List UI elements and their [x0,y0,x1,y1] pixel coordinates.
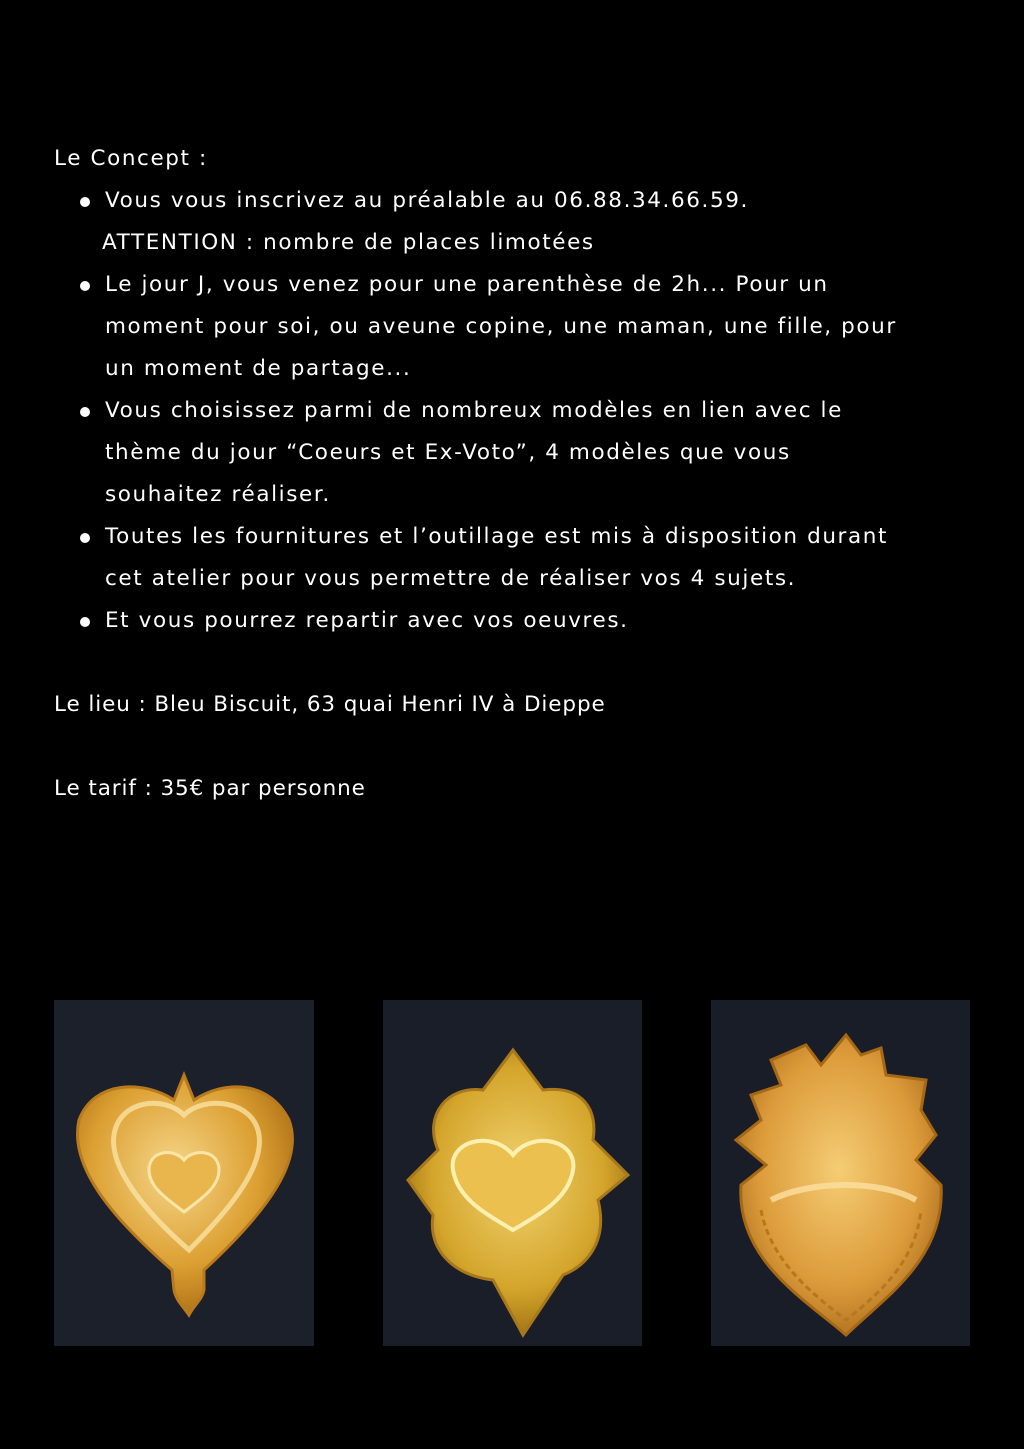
bullet-icon [80,407,90,417]
bullet-icon [80,281,90,291]
location-text: Le lieu : Bleu Biscuit, 63 quai Henri IV à Dieppe [54,692,606,717]
bullet-3-line-1: Vous choisissez parmi de nombreux modèles en lien avec le [105,398,843,423]
bullet-icon [80,197,90,207]
price-text: Le tarif : 35€ par personne [54,776,366,801]
bullet-5-line-1: Et vous pourrez repartir avec vos oeuvres. [105,608,629,633]
bullet-4-line-1: Toutes les fournitures et l’outillage est mis à disposition durant [105,524,889,549]
photo-heart-2 [383,1000,642,1346]
concept-heading: Le Concept : [54,146,208,171]
bullet-2-line-3: un moment de partage... [105,356,412,381]
scalloped-heart-image [54,1000,314,1346]
bullet-icon [80,617,90,627]
photo-heart-3 [711,1000,970,1346]
bullet-icon [80,533,90,543]
bullet-1-line-1: Vous vous inscrivez au préalable au 06.88.34.66.59. [105,188,749,213]
flaming-heart-image [711,1000,970,1346]
bullet-3-line-3: souhaitez réaliser. [105,482,331,507]
bullet-4-line-2: cet atelier pour vous permettre de réaliser vos 4 sujets. [105,566,797,591]
photo-heart-1 [54,1000,314,1346]
attention-note: ATTENTION : nombre de places limotées [102,230,595,255]
bullet-3-line-2: thème du jour “Coeurs et Ex-Voto”, 4 modèles que vous [105,440,791,465]
bullet-2-line-1: Le jour J, vous venez pour une parenthèse de 2h... Pour un [105,272,829,297]
flower-heart-image [383,1000,642,1346]
bullet-2-line-2: moment pour soi, ou aveune copine, une maman, une fille, pour [105,314,897,339]
